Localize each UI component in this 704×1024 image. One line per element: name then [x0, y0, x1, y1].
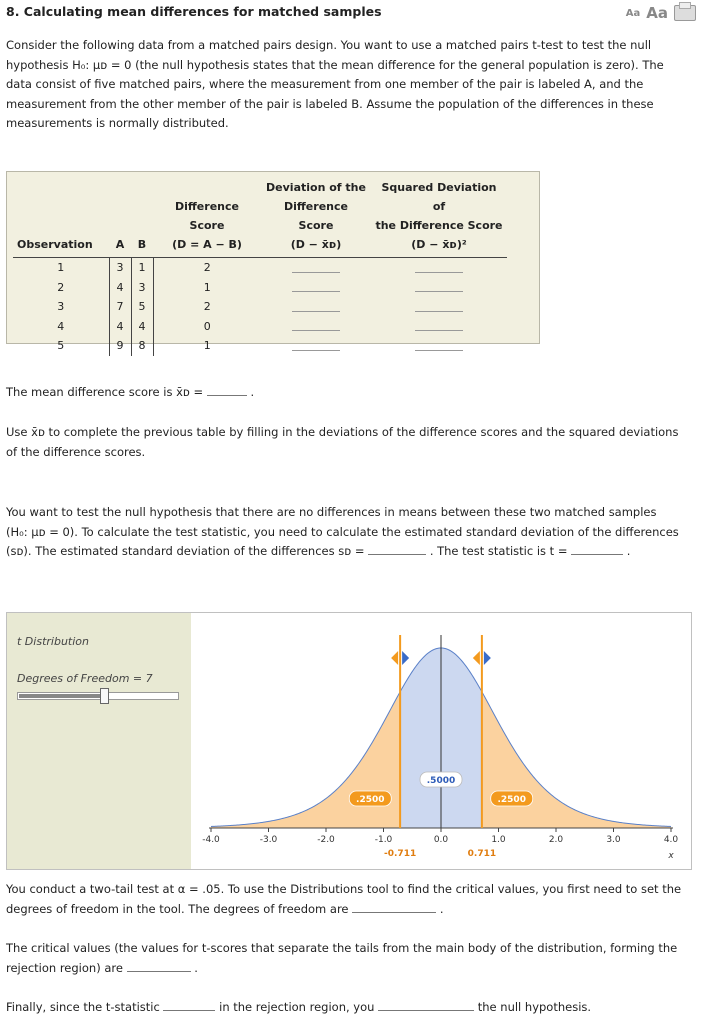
- difference-cell: 1: [153, 278, 261, 298]
- df-slider-handle[interactable]: [100, 688, 109, 704]
- df-label: Degrees of Freedom = 7: [17, 672, 153, 685]
- observation-cell: 1: [57, 261, 65, 275]
- squared-deviation-input[interactable]: [415, 299, 463, 312]
- b-cell: 1: [131, 258, 153, 278]
- header-text: (D − x̄ᴅ): [290, 238, 342, 251]
- test-line: . The test statistic is t =: [429, 544, 568, 558]
- data-table: [13, 178, 507, 356]
- input-cell: [261, 317, 371, 337]
- observation-cell: 3: [57, 300, 65, 314]
- col-difference: [153, 178, 261, 258]
- t-distribution-tool: [6, 612, 692, 870]
- drag-handle-left-arrow-icon[interactable]: [391, 651, 398, 665]
- mean-line: [6, 383, 254, 403]
- center-area-label: .5000: [426, 776, 456, 786]
- table-row: [13, 278, 507, 298]
- tool-title: t Distribution: [17, 635, 89, 648]
- alpha-line: degrees of freedom in the tool. The degrees of freedom are: [6, 901, 349, 916]
- mean-text: The mean difference score is x̄ᴅ =: [6, 385, 204, 399]
- deviation-input[interactable]: [292, 318, 340, 331]
- alpha-end: .: [439, 901, 444, 916]
- x-tick-label: -3.0: [259, 835, 278, 845]
- deviation-input[interactable]: [292, 338, 340, 351]
- intro-line: measurements is normally distributed.: [6, 116, 229, 130]
- t-distribution-chart: [191, 613, 691, 869]
- b-cell: 4: [131, 317, 153, 337]
- x-tick-label: 0.0: [433, 835, 449, 845]
- tstat-in-region-select[interactable]: [163, 998, 215, 1011]
- header-text: (D − x̄ᴅ)²: [411, 238, 467, 251]
- squared-deviation-input[interactable]: [415, 318, 463, 331]
- table-row: [13, 297, 507, 317]
- intro-paragraph: [6, 36, 696, 134]
- squared-deviation-input[interactable]: [415, 260, 463, 273]
- intro-line: measurement from the other member of the pair is labeled B. Assume the population of the differences in these: [6, 96, 654, 111]
- header-text: Squared Deviation of: [381, 181, 497, 213]
- test-line: You want to test the null hypothesis that there are no differences in means between these two matched samples: [6, 505, 657, 519]
- tool-sidebar: [7, 613, 191, 869]
- deviation-input[interactable]: [292, 279, 340, 292]
- intro-line: hypothesis H₀: μᴅ = 0 (the null hypothesis states that the mean difference for the general population is zero). The: [6, 57, 664, 72]
- col-deviation: [261, 178, 371, 258]
- drag-handle-right-arrow-icon[interactable]: [484, 651, 491, 665]
- header-text: Difference Score: [284, 200, 348, 232]
- difference-cell: 2: [153, 258, 261, 278]
- intro-line: data consist of five matched pairs, where the measurement from one member of the pair is labeled A, and the: [6, 77, 644, 91]
- x-tick-label: -4.0: [202, 835, 220, 845]
- left-tail-region: [211, 692, 400, 828]
- a-cell: 7: [109, 297, 131, 317]
- header-text: (D = A − B): [172, 238, 242, 251]
- header-text: Difference Score: [175, 200, 239, 232]
- test-line: (sᴅ). The estimated standard deviation of the differences sᴅ =: [6, 544, 365, 558]
- squared-deviation-input[interactable]: [415, 279, 463, 292]
- deviation-input[interactable]: [292, 260, 340, 273]
- crit-line: The critical values (the values for t-scores that separate the tails from the main body of the distribution, forming the: [6, 941, 678, 955]
- col-observation: Observation: [13, 178, 109, 258]
- decision-select[interactable]: [378, 998, 474, 1011]
- test-line: (H₀: μᴅ = 0). To calculate the test statistic, you need to calculate the estimated standard deviation of the differences: [6, 524, 679, 539]
- use-paragraph: [6, 423, 696, 462]
- a-cell: 9: [109, 336, 131, 356]
- b-cell: 3: [131, 278, 153, 298]
- critical-value-left-label: -0.711: [384, 849, 417, 859]
- deviation-input[interactable]: [292, 299, 340, 312]
- col-b: B: [131, 178, 153, 258]
- final-paragraph: [6, 998, 701, 1018]
- sd-input[interactable]: [368, 542, 426, 555]
- b-cell: 5: [131, 297, 153, 317]
- right-tail-area-label: .2500: [497, 795, 526, 805]
- drag-handle-right-arrow-icon[interactable]: [402, 651, 409, 665]
- use-line: Use x̄ᴅ to complete the previous table by filling in the deviations of the difference scores and the squared deviations: [6, 425, 679, 439]
- x-tick-label: 1.0: [491, 835, 506, 845]
- input-cell: [261, 278, 371, 298]
- use-line: of the difference scores.: [6, 444, 146, 459]
- input-cell: [371, 336, 507, 356]
- drag-handle-left-arrow-icon[interactable]: [473, 651, 480, 665]
- col-a: A: [109, 178, 131, 258]
- x-tick-label: -2.0: [317, 835, 335, 845]
- mean-end: .: [250, 385, 255, 399]
- final-text: in the rejection region, you: [219, 1000, 375, 1014]
- input-cell: [371, 317, 507, 337]
- b-cell: 8: [131, 336, 153, 356]
- page-title: 8. Calculating mean differences for matched samples: [6, 4, 382, 19]
- df-slider-fill: [19, 694, 105, 698]
- x-tick-label: 3.0: [606, 835, 621, 845]
- x-tick-label: 2.0: [548, 835, 564, 845]
- crit-end: .: [194, 960, 198, 975]
- input-cell: [261, 336, 371, 356]
- critical-value-right-label: 0.711: [467, 849, 497, 859]
- alpha-paragraph: [6, 880, 701, 919]
- crit-paragraph: [6, 939, 701, 978]
- a-cell: 4: [109, 278, 131, 298]
- input-cell: [371, 278, 507, 298]
- printer-icon[interactable]: [674, 5, 696, 21]
- toolbar: [626, 4, 696, 22]
- a-cell: 3: [109, 258, 131, 278]
- mean-input[interactable]: [207, 383, 247, 396]
- test-line: .: [626, 544, 631, 558]
- data-table-panel: [6, 171, 540, 353]
- test-paragraph: [6, 503, 701, 562]
- x-tick-label: -1.0: [374, 835, 393, 845]
- intro-line: Consider the following data from a matched pairs design. You want to use a matched pairs t-test to test the null: [6, 38, 652, 52]
- font-increase-button[interactable]: Aa: [646, 4, 668, 22]
- a-cell: 4: [109, 317, 131, 337]
- table-row: [13, 336, 507, 356]
- input-cell: [261, 297, 371, 317]
- observation-cell: 4: [57, 319, 65, 333]
- input-cell: [261, 258, 371, 278]
- input-cell: [371, 258, 507, 278]
- difference-cell: 1: [153, 336, 261, 356]
- observation-cell: 2: [57, 280, 65, 294]
- observation-cell: 5: [57, 339, 65, 353]
- alpha-line: You conduct a two-tail test at α = .05. To use the Distributions tool to find the critical values, you first need to set the: [6, 882, 682, 896]
- crit-line: rejection region) are: [6, 960, 123, 975]
- critical-values-input[interactable]: [127, 959, 191, 972]
- x-axis-label: x: [668, 851, 674, 861]
- right-tail-region: [482, 692, 671, 828]
- t-stat-input[interactable]: [571, 542, 623, 555]
- final-text: the null hypothesis.: [477, 1000, 592, 1014]
- final-text: Finally, since the t-statistic: [6, 1000, 160, 1014]
- header-text: Deviation of the: [266, 181, 366, 194]
- difference-cell: 2: [153, 297, 261, 317]
- header-text: the Difference Score: [375, 219, 503, 232]
- difference-cell: 0: [153, 317, 261, 337]
- left-tail-area-label: .2500: [356, 795, 385, 805]
- df-slider[interactable]: [17, 692, 179, 700]
- x-tick-label: 4.0: [663, 835, 679, 845]
- squared-deviation-input[interactable]: [415, 338, 463, 351]
- col-squared-deviation: [371, 178, 507, 258]
- table-row: [13, 317, 507, 337]
- font-decrease-button[interactable]: Aa: [625, 7, 641, 19]
- input-cell: [371, 297, 507, 317]
- table-row: [13, 258, 507, 278]
- df-input[interactable]: [352, 900, 436, 913]
